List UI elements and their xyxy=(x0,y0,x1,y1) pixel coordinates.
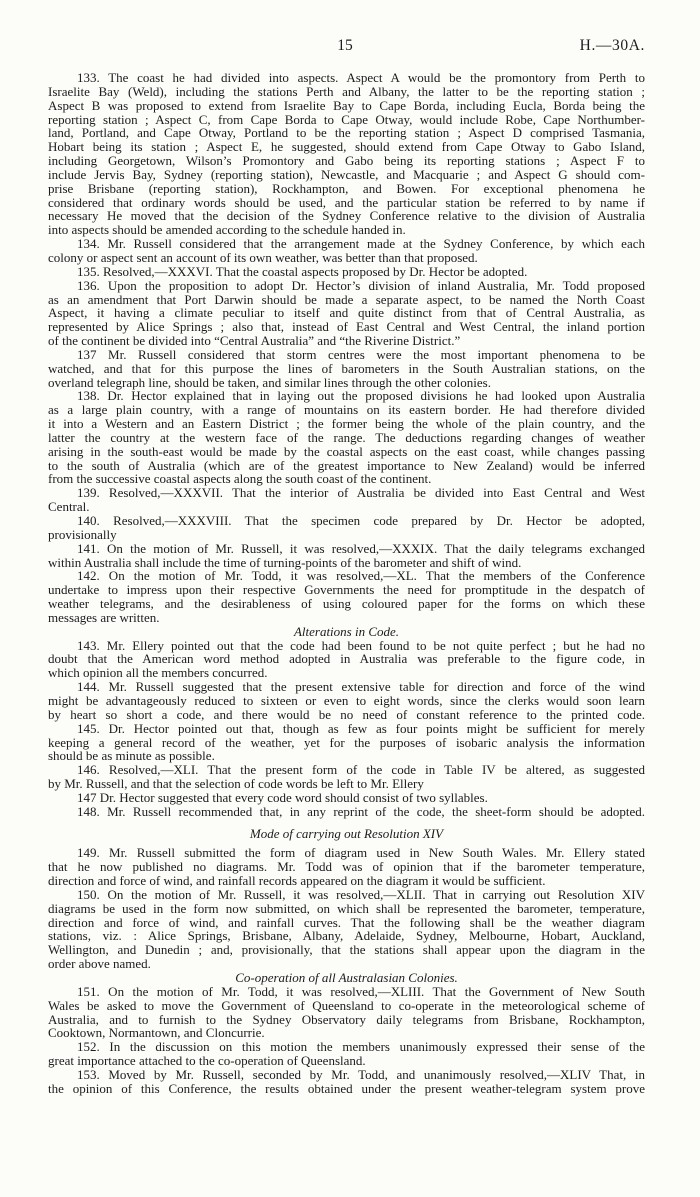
paragraph-line: as a large plain country, with a range of mountains on its eastern border. He had therefore divided xyxy=(48,402,645,418)
paragraph-line: 134. Mr. Russell considered that the arrangement made at the Sydney Conference, by which each xyxy=(77,236,645,252)
paragraph-line: Wellington, and Dunedin ; and, provisionally, that the stations shall appear upon the diagram in the xyxy=(48,942,645,958)
paragraph-148 xyxy=(48,805,645,819)
paragraph-line: Hobart being its station ; Aspect E, he suggested, should extend from Cape Otway to Gabo Island, xyxy=(48,139,645,155)
paragraph-line: by heart so short a code, and there would be no need of constant reference to the printed code. xyxy=(48,706,645,722)
paragraph-line: latter the country at the western face of the range. The deductions regarding changes of weather xyxy=(48,429,645,445)
paragraph-133 xyxy=(48,71,645,237)
paragraph-line: 136. Upon the proposition to adopt Dr. Hector’s division of inland Australia, Mr. Todd proposed xyxy=(77,277,645,293)
paragraph-line: necessary He moved that the decision of the Sydney Conference relative to the division of Australia xyxy=(48,208,645,224)
page-number: 15 xyxy=(337,37,353,54)
paragraph-line: Aspect, it having a climate peculiar to itself and quite distinct from that of Central Australia, as xyxy=(48,305,645,321)
paragraph-142 xyxy=(48,569,645,624)
paragraph-line: provisionally xyxy=(48,526,117,542)
paragraph-135 xyxy=(48,265,645,279)
paragraph-line: prise Brisbane (reporting station), Rockhampton, and Bowen. For exceptional phenomena he xyxy=(48,180,645,196)
section-heading-mode-of-carrying-out: Mode of carrying out Resolution XIV xyxy=(249,825,444,841)
paragraph-line: Wales be asked to move the Government of Queensland to co-operate in the meteorological scheme of xyxy=(48,997,645,1013)
paragraph-line: 147 Dr. Hector suggested that every code word should consist of two syllables. xyxy=(77,789,488,805)
paragraph-line: undertake to impress upon their respective Governments the need for promptitude in the despatch of xyxy=(48,582,645,598)
paragraph-139 xyxy=(48,486,645,514)
paragraph-144 xyxy=(48,680,645,722)
paragraph-line: 151. On the motion of Mr. Todd, it was resolved,—XLIII. That the Government of New South xyxy=(77,983,645,999)
paragraph-line: might be advantageously reduced to sixteen or even to eight words, since the clerks would soon learn xyxy=(48,692,645,708)
paragraph-line: weather telegrams, and the desirableness of using coloured paper for the forms on which these xyxy=(48,596,645,612)
paragraph-line: 150. On the motion of Mr. Russell, it was resolved,—XLII. That in carrying out Resolution XIV xyxy=(77,886,645,902)
section-heading-alterations-in-code: Alterations in Code. xyxy=(293,623,400,639)
paragraph-152 xyxy=(48,1040,645,1068)
paragraph-151 xyxy=(48,985,645,1040)
paragraph-line: the opinion of this Conference, the results obtained under the present weather-telegram system prove xyxy=(48,1080,645,1096)
paragraph-line: Australia, and to furnish to the Sydney Observatory daily telegrams from Brisbane, Rockhampton, xyxy=(48,1011,645,1027)
paragraph-137 xyxy=(48,348,645,390)
paragraph-143 xyxy=(48,639,645,681)
paragraph-line: which opinion all the members concurred. xyxy=(48,665,268,681)
paragraph-line: that he now published no diagrams. Mr. Todd was of opinion that if the barometer temperature, xyxy=(48,859,645,875)
paragraph-line: watched, and that for this purpose the lines of barometers in the South Australian stations, on the xyxy=(48,360,645,376)
paragraph-line: direction and force of wind, and rainfall records appeared on the diagram it would be sufficient. xyxy=(48,873,546,889)
paragraph-line: reporting station ; Aspect C, from Cape Borda to Cape Otway, would include Robe, Cape Northumber- xyxy=(48,111,645,127)
paragraph-line: stations, viz. : Alice Springs, Brisbane, Albany, Adelaide, Sydney, Melbourne, Hobart, Auckland, xyxy=(48,928,645,944)
paragraph-147 xyxy=(48,791,645,805)
paragraph-150 xyxy=(48,888,645,971)
paragraph-line: 144. Mr. Russell suggested that the present extensive table for direction and force of the wind xyxy=(77,679,645,695)
paragraph-line: 146. Resolved,—XLI. That the present form of the code in Table IV be altered, as suggested xyxy=(77,762,645,778)
paragraph-line: great importance attached to the co-operation of Queensland. xyxy=(48,1053,366,1069)
paragraph-138 xyxy=(48,389,645,486)
paragraph-line: of the continent be divided into “Central Australia” and “the Riverine District.” xyxy=(48,333,461,349)
paragraph-line: considered that ordinary words should be used, and the particular station be referred to by name if xyxy=(48,194,645,210)
paragraph-line: messages are written. xyxy=(48,609,160,625)
paragraph-line: it into a Western and an Eastern District ; the former being the whole of the plain country, and the xyxy=(48,416,645,432)
paragraph-line: from the successive coastal aspects along the south coast of the continent. xyxy=(48,471,432,487)
paragraph-line: 145. Dr. Hector pointed out that, though as few as four points might be sufficient for merely xyxy=(77,720,645,736)
paragraph-line: include Jervis Bay, Sydney (reporting station), Newcastle, and Macquarie ; and Aspect G should com- xyxy=(48,166,645,182)
paragraph-line: direction and force of wind, and rainfall curves. That the following shall be the weather diagram xyxy=(48,914,645,930)
paragraph-136 xyxy=(48,279,645,348)
document-body xyxy=(48,71,645,1096)
paragraph-134 xyxy=(48,237,645,265)
paragraph-line: 137 Mr. Russell considered that storm centres were the most important phenomena to be xyxy=(77,346,645,362)
paragraph-line: represented by Alice Springs ; also that, instead of East Central and West Central, the inland portion xyxy=(48,319,645,335)
paragraph-line: 142. On the motion of Mr. Todd, it was resolved,—XL. That the members of the Conference xyxy=(77,568,645,584)
paragraph-line: Central. xyxy=(48,499,90,515)
paragraph-line: 149. Mr. Russell submitted the form of diagram used in New South Wales. Mr. Ellery stated xyxy=(77,845,645,861)
paragraph-line: Israelite Bay (Weld), including the stations Perth and Albany, the latter to be the reporting station ; xyxy=(48,83,645,99)
paragraph-line: 141. On the motion of Mr. Russell, it was resolved,—XXXIX. That the daily telegrams exchanged xyxy=(77,540,645,556)
paragraph-line: diagrams be used in the form now submitted, on which shall be represented the barometer, temperature, xyxy=(48,900,645,916)
paragraph-153 xyxy=(48,1068,645,1096)
page-header xyxy=(0,37,700,55)
paragraph-line: 139. Resolved,—XXXVII. That the interior of Australia be divided into East Central and West xyxy=(77,485,645,501)
paragraph-line: land, Portland, and Cape Otway, Portland to be the reporting station ; Aspect D comprised Tasmania, xyxy=(48,125,645,141)
paragraph-line: overland telegraph line, should be taken, and similar lines through the other colonies. xyxy=(48,374,491,390)
paragraph-line: 148. Mr. Russell recommended that, in any reprint of the code, the sheet-form should be adopted. xyxy=(77,803,645,819)
paragraph-line: as an amendment that Port Darwin should be made a separate aspect, to be named the North Coast xyxy=(48,291,645,307)
paragraph-line: within Australia shall include the time of turning-points of the barometer and shift of wind. xyxy=(48,554,522,570)
paragraph-line: should be as minute as possible. xyxy=(48,748,215,764)
paragraph-line: doubt that the American word method adopted in Australia was preferable to the figure code, in xyxy=(48,651,645,667)
paragraph-line: 138. Dr. Hector explained that in laying out the proposed divisions he had looked upon Australia xyxy=(77,388,645,404)
paragraph-line: 135. Resolved,—XXXVI. That the coastal aspects proposed by Dr. Hector be adopted. xyxy=(77,263,528,279)
paragraph-145 xyxy=(48,722,645,764)
paragraph-line: Aspect B was proposed to extend from Israelite Bay to Cape Borda, including Eucla, Borda being the xyxy=(48,97,645,113)
paragraph-line: keeping a general record of the weather, yet for the purposes of isobaric analysis the information xyxy=(48,734,645,750)
paragraph-line: 133. The coast he had divided into aspects. Aspect A would be the promontory from Perth to xyxy=(77,70,645,85)
paragraph-line: arising in the south-east would be made by the coastal aspects on the east coast, while changes passing xyxy=(48,443,645,459)
paragraph-line: by Mr. Russell, and that the selection of code words be left to Mr. Ellery xyxy=(48,776,424,792)
paragraph-line: including Georgetown, Wilson’s Promontory and Gabo being its reporting stations ; Aspect F to xyxy=(48,153,645,169)
paragraph-149 xyxy=(48,846,645,888)
paragraph-141 xyxy=(48,542,645,570)
paragraph-line: colony or aspect sent an account of its own weather, was better than that proposed. xyxy=(48,249,478,265)
paragraph-line: 140. Resolved,—XXXVIII. That the specimen code prepared by Dr. Hector be adopted, xyxy=(77,513,645,528)
paragraph-line: order above named. xyxy=(48,956,151,972)
paragraph-line: 153. Moved by Mr. Russell, seconded by Mr. Todd, and unanimously resolved,—XLIV That, in xyxy=(77,1066,645,1082)
paragraph-line: into aspects should be amended according to the schedule handed in. xyxy=(48,222,406,238)
section-heading-cooperation: Co-operation of all Australasian Colonies. xyxy=(235,970,458,985)
document-reference: H.—30A. xyxy=(579,37,645,54)
paragraph-line: to the south of Australia (which are of the greatest importance to New Zealand) would be inferred xyxy=(48,457,645,473)
paragraph-line: 152. In the discussion on this motion the members unanimously expressed their sense of the xyxy=(77,1039,645,1055)
paragraph-140 xyxy=(48,514,645,542)
paragraph-line: 143. Mr. Ellery pointed out that the code had been found to be not quite perfect ; but he had no xyxy=(77,637,645,653)
paragraph-146 xyxy=(48,763,645,791)
paragraph-line: Cooktown, Normantown, and Cloncurrie. xyxy=(48,1025,265,1041)
